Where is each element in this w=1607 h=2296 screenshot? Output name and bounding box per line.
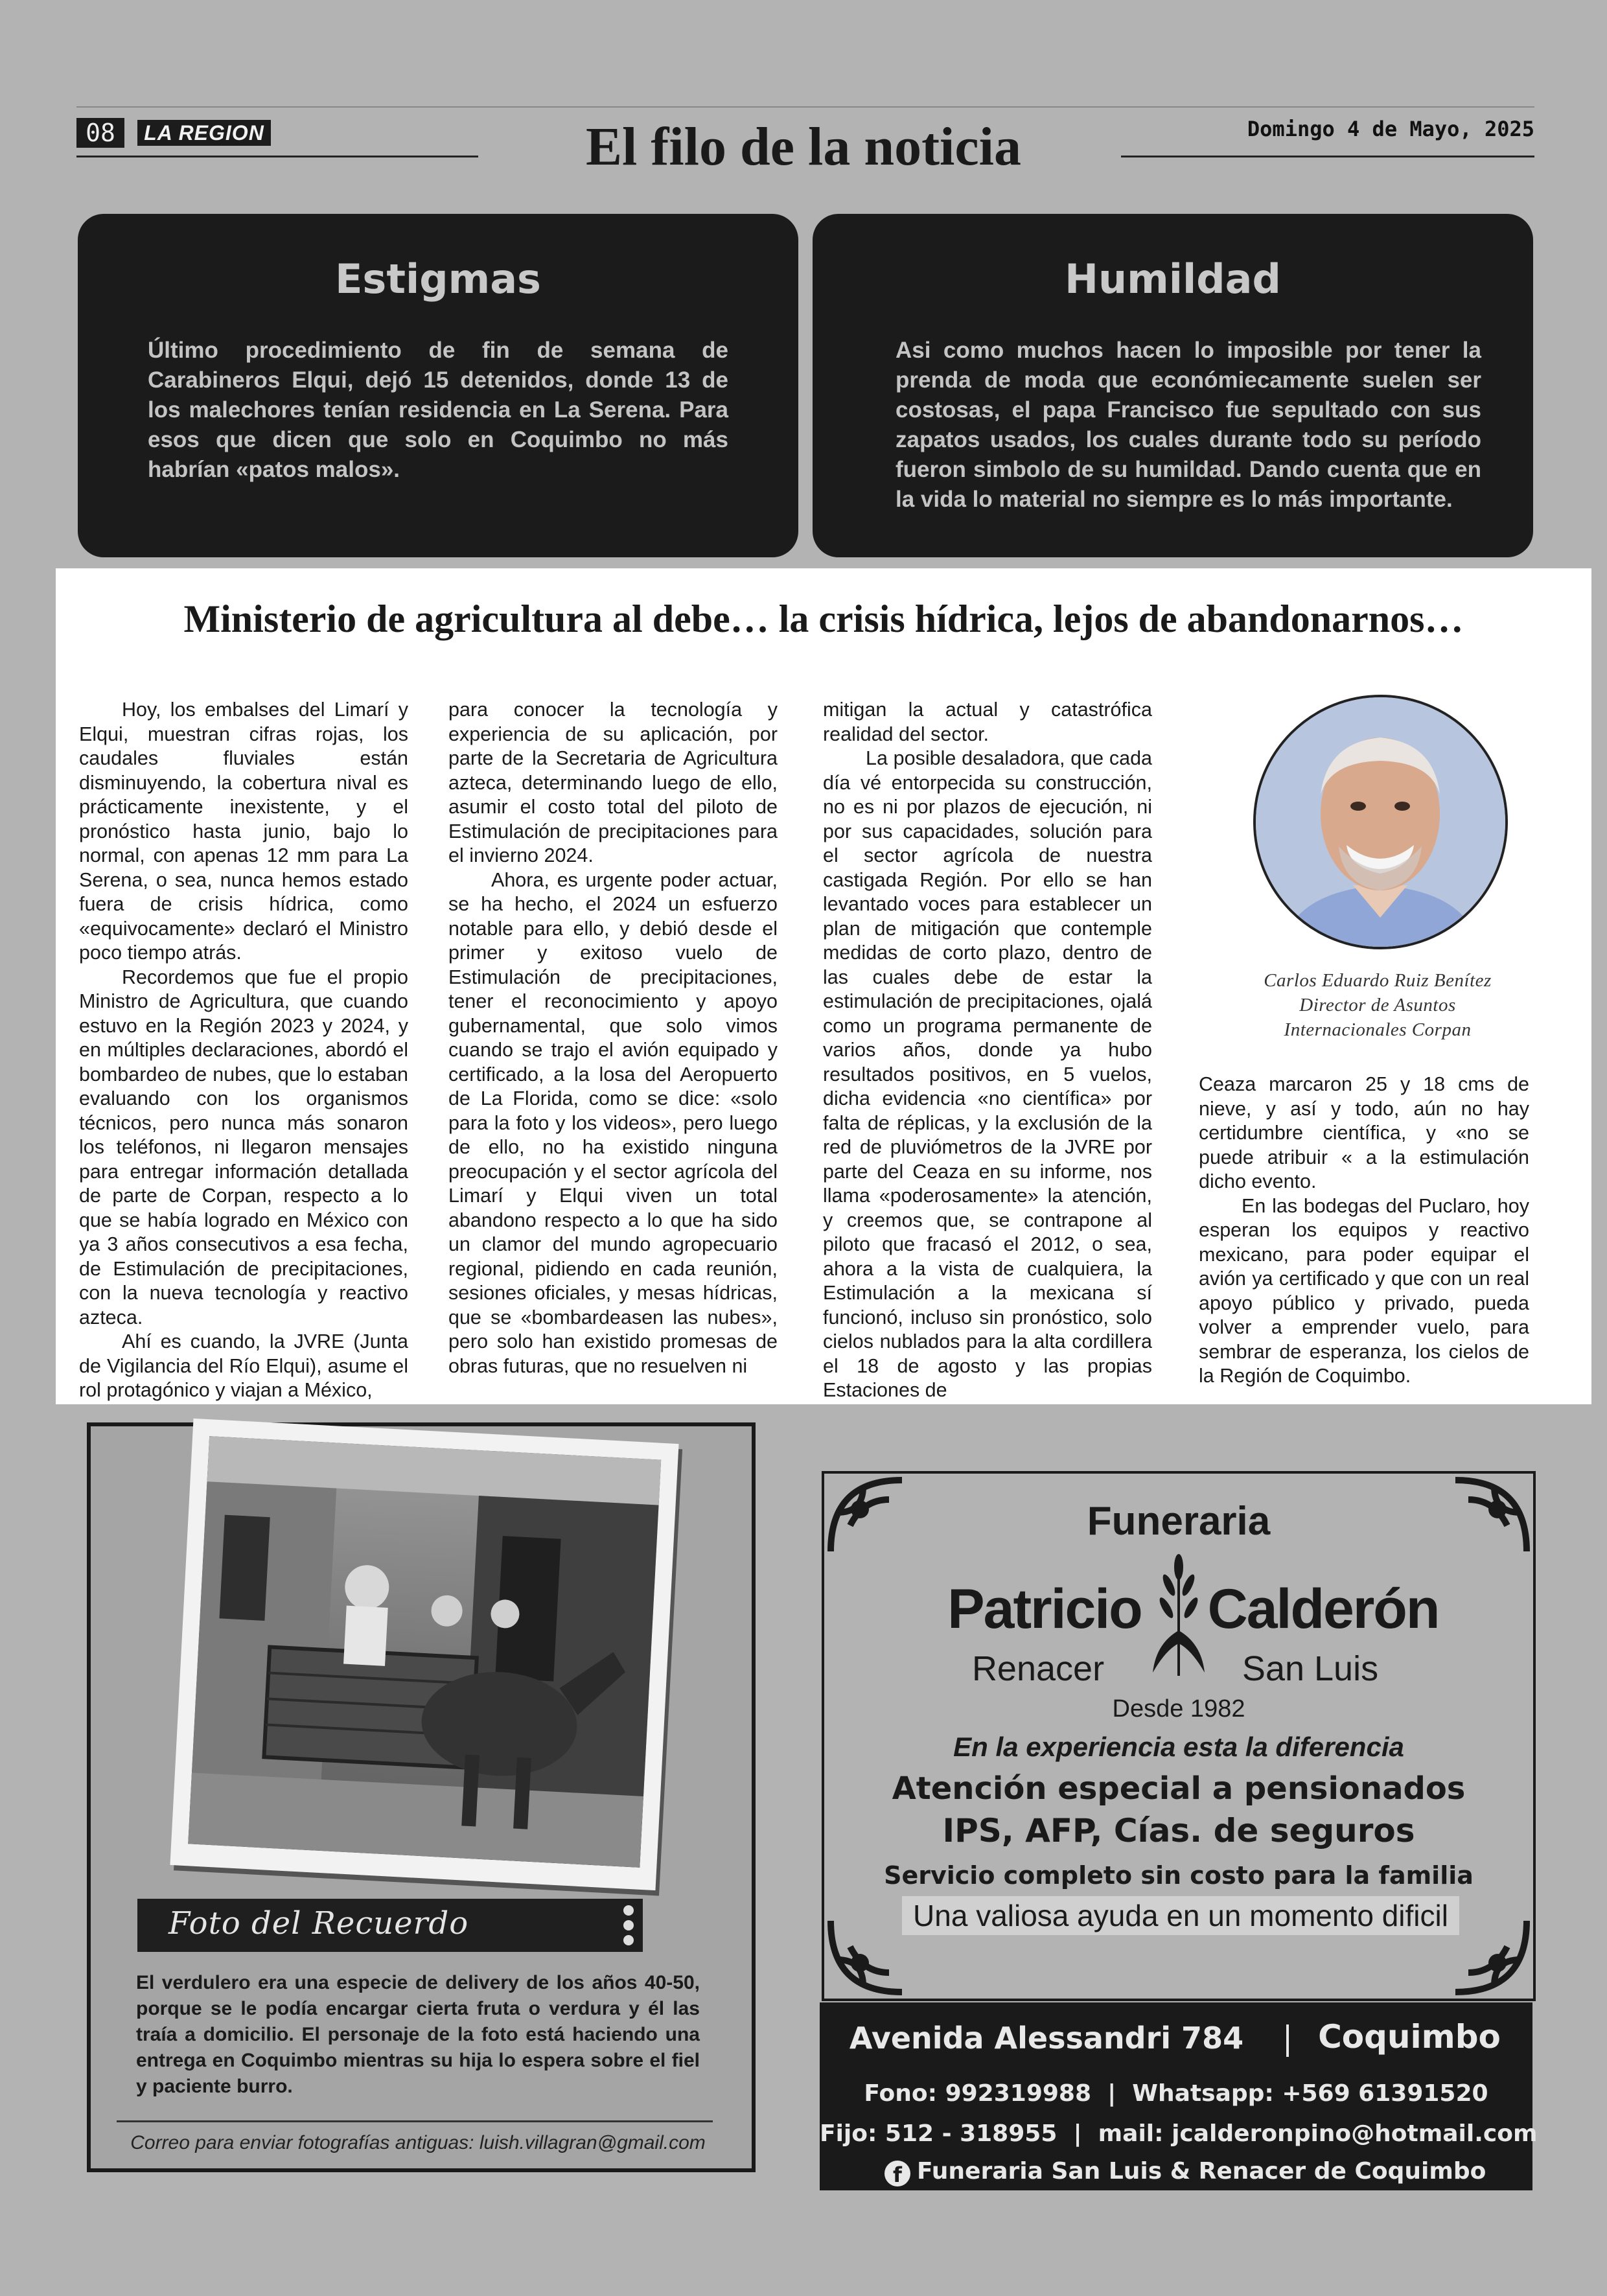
article-column-4 bbox=[1199, 1073, 1529, 1389]
paragraph: Ceaza marcaron 25 y 18 cms de nieve, y así y todo, aún no hay certidumbre científica, y «no se puede atribuir « a la estimulación dicho evento. bbox=[1199, 1073, 1529, 1192]
article-headline: Ministerio de agricultura al debe… la crisis hídrica, lejos de abandonarnos… bbox=[183, 597, 1464, 640]
author-photo bbox=[1253, 695, 1508, 949]
ad-city: Coquimbo bbox=[1318, 2018, 1501, 2056]
article-column-3 bbox=[823, 698, 1152, 1403]
ad-fixed-mail: Fijo: 512 - 318955 | mail: jcalderonpino@hotmail.com bbox=[820, 2120, 1538, 2147]
box-body: Asi como muchos hacen lo imposible por tener la prenda de moda que económiecamente suelen ser costosas, el papa Francisco fue sepultado con sus zapatos usados, los cuales durante todo su período fueron simbolo de su humildad. Dando cuenta que en la vida lo material no siempre es lo más importante. bbox=[896, 338, 1481, 512]
memory-divider bbox=[117, 2120, 713, 2122]
ad-slogan: En la experiencia esta la diferencia bbox=[953, 1732, 1404, 1762]
ad-help: Una valiosa ayuda en un momento dificil bbox=[902, 1896, 1459, 1935]
box-title: Humildad bbox=[1065, 255, 1281, 303]
author-org: Internacionales Corpan bbox=[1284, 1019, 1472, 1040]
memory-photo-frame bbox=[170, 1419, 678, 1890]
memory-banner bbox=[137, 1899, 643, 1952]
article-column-2 bbox=[448, 698, 778, 1378]
ad-since: Desde 1982 bbox=[1112, 1695, 1245, 1722]
paragraph: En las bodegas del Puclaro, hoy esperan los equipos y reactivo mexicano, para poder equipar el avión ya certificado y que con un real apoyo público y privado, pueda volver a emprender vuelo, para sembrar de esperanza, los cielos de la Región de Coquimbo. bbox=[1199, 1194, 1529, 1387]
box-estigmas bbox=[78, 214, 798, 557]
ad-address: Avenida Alessandri 784 bbox=[849, 2021, 1244, 2056]
ad-attention-line-1: Atención especial a pensionados bbox=[892, 1770, 1466, 1807]
ad-attention-line-2: IPS, AFP, Cías. de seguros bbox=[942, 1812, 1415, 1850]
ad-name-right: Calderón bbox=[1207, 1578, 1439, 1640]
paragraph: Recordemos que fue el propio Ministro de Agricultura, que cuando estuvo en la Región 2023 y 2024, y en múltiples declaraciones, abordó el bombardeo de nubes, que lo estaban evaluando con los organismos técnicos, pero nunca más sonaron los teléfonos, ni llegaron mensajes para entregar información detallada de parte de Corpan, respecto a lo que se había logrado en México con ya 3 años consecutivos a esa fecha, de Estimulación de precipitaciones, con la nueva tecnología y reactivo azteca. bbox=[79, 966, 408, 1328]
section-title: El filo de la noticia bbox=[586, 117, 1021, 177]
memory-email: Correo para enviar fotografías antiguas: luish.villagran@gmail.com bbox=[130, 2132, 706, 2153]
ad-service: Servicio completo sin costo para la familia bbox=[884, 1861, 1474, 1890]
dot-icon bbox=[623, 1905, 634, 1916]
issue-date: Domingo 4 de Mayo, 2025 bbox=[1247, 117, 1534, 141]
author-role: Director de Asuntos bbox=[1299, 995, 1456, 1015]
box-title: Estigmas bbox=[335, 255, 541, 303]
paragraph: Hoy, los embalses del Limarí y Elqui, muestran cifras rojas, los caudales fluviales están disminuyendo, la cobertura nival es prácticamente inexistente, y el pronóstico hasta junio, bajo lo normal, con apenas 12 mm para La Serena, o sea, nunca hemos estado fuera de crisis hídrica, como «equivocamente» declaró el Ministro poco tiempo atrás. bbox=[79, 699, 408, 964]
paragraph: mitigan la actual y catastrófica realidad del sector. bbox=[823, 699, 1152, 745]
ad-sub-right: San Luis bbox=[1242, 1649, 1379, 1688]
memory-text: El verdulero era una especie de delivery de los años 40-50, porque se le podía encargar cierta fruta o verdura y él las traía a domicilio. El personaje de la foto está haciendo una entrega en Coquimbo mientras su hija lo espera sobre el fiel y paciente burro. bbox=[136, 1972, 700, 2097]
ad-contact-footer bbox=[820, 2002, 1538, 2190]
header-rule-left bbox=[76, 156, 478, 157]
paragraph: La posible desaladora, que cada día vé entorpecida su construcción, no es ni por plazos de ejecución, ni por sus capacidades, solución para el sector agrícola de nuestra castigada Región. Por ello se han levantado voces para establecer un plan de mitigación que contemple medidas de corto plazo, dentro de las cuales debe de estar la estimulación de precipitaciones, ojalá como un programa permanente de varios años, donde ya hubo resultados positivos, en 5 vuelos, dicha evidencia «no científica» por falta de réplicas, y la exclusión de la red de pluviómetros de la JVRE por parte del Ceaza en su informe, nos llama «poderosamente» la atención, y creemos que, se contrapone al piloto que fracasó el 2012, o sea, ahora a la vista de cualquiera, la Estimulación a la mexicana sí funcionó, incluso sin pronóstico, solo cielos nublados para la alta cordillera el 18 de agosto y las propias Estaciones de bbox=[823, 747, 1152, 1401]
ad-name-left: Patricio bbox=[947, 1578, 1142, 1640]
author-name: Carlos Eduardo Ruiz Benítez bbox=[1264, 970, 1492, 991]
publication-name: LA REGION bbox=[137, 120, 271, 146]
ad-address-divider bbox=[1286, 2024, 1289, 2057]
ad-phones: Fono: 992319988 | Whatsapp: +569 61391520 bbox=[864, 2080, 1488, 2107]
header-rule-right bbox=[1121, 156, 1534, 157]
article bbox=[56, 568, 1591, 1404]
ad-frame bbox=[822, 1471, 1536, 2001]
box-body: Último procedimiento de fin de semana de Carabineros Elqui, dejó 15 detenidos, donde 13 de los malechores tenían residencia en La Serena. Para esos que dicen que solo en Coquimbo no más habrían «patos malos». bbox=[148, 338, 728, 482]
box-humildad bbox=[813, 214, 1533, 557]
dot-icon bbox=[623, 1935, 634, 1945]
paragraph: Ahí es cuando, la JVRE (Junta de Vigilancia del Río Elqui), asume el rol protagónico y viajan a México, bbox=[79, 1330, 408, 1401]
page-number: 08 bbox=[76, 118, 124, 148]
ad-sub-left: Renacer bbox=[971, 1649, 1105, 1688]
ad-heading: Funeraria bbox=[1087, 1499, 1271, 1544]
paragraph: Ahora, es urgente poder actuar, se ha hecho, el 2024 un esfuerzo notable para ello, y debió desde el primer y exitoso vuelo de Estimulación de precipitaciones, tener el reconocimiento y apoyo gubernamental, que solo vimos cuando se trajo el avión equipado y certificado, a la losa del Aeropuerto de La Florida, como se dice: «solo para la foto y los videos», pero luego de ello, no ha existido ninguna preocupación y el sector agrícola del Limarí y Elqui viven un total abandono respecto a lo que ha sido un clamor del mundo agropecuario regional, pidiendo en cada reunión, sesiones oficiales, y mesas hídricas, que se «bombardeasen las nubes», pero solo han existido promesas de obras futuras, que no resuelven ni bbox=[448, 868, 778, 1377]
header-rule-top bbox=[76, 106, 1534, 108]
article-column-1 bbox=[79, 698, 408, 1403]
memory-photo bbox=[188, 1436, 661, 1868]
dot-icon bbox=[623, 1920, 634, 1931]
memory-title: Foto del Recuerdo bbox=[168, 1905, 469, 1942]
paragraph: para conocer la tecnología y experiencia de su aplicación, por parte de la Secretaria de Agricultura azteca, determinando luego de ello, asumir el costo total del piloto de Estimulación de precipitaciones para el invierno 2024. bbox=[448, 699, 778, 866]
ad-facebook: Funeraria San Luis & Renacer de Coquimbo bbox=[917, 2158, 1486, 2185]
facebook-icon: f bbox=[884, 2161, 910, 2186]
